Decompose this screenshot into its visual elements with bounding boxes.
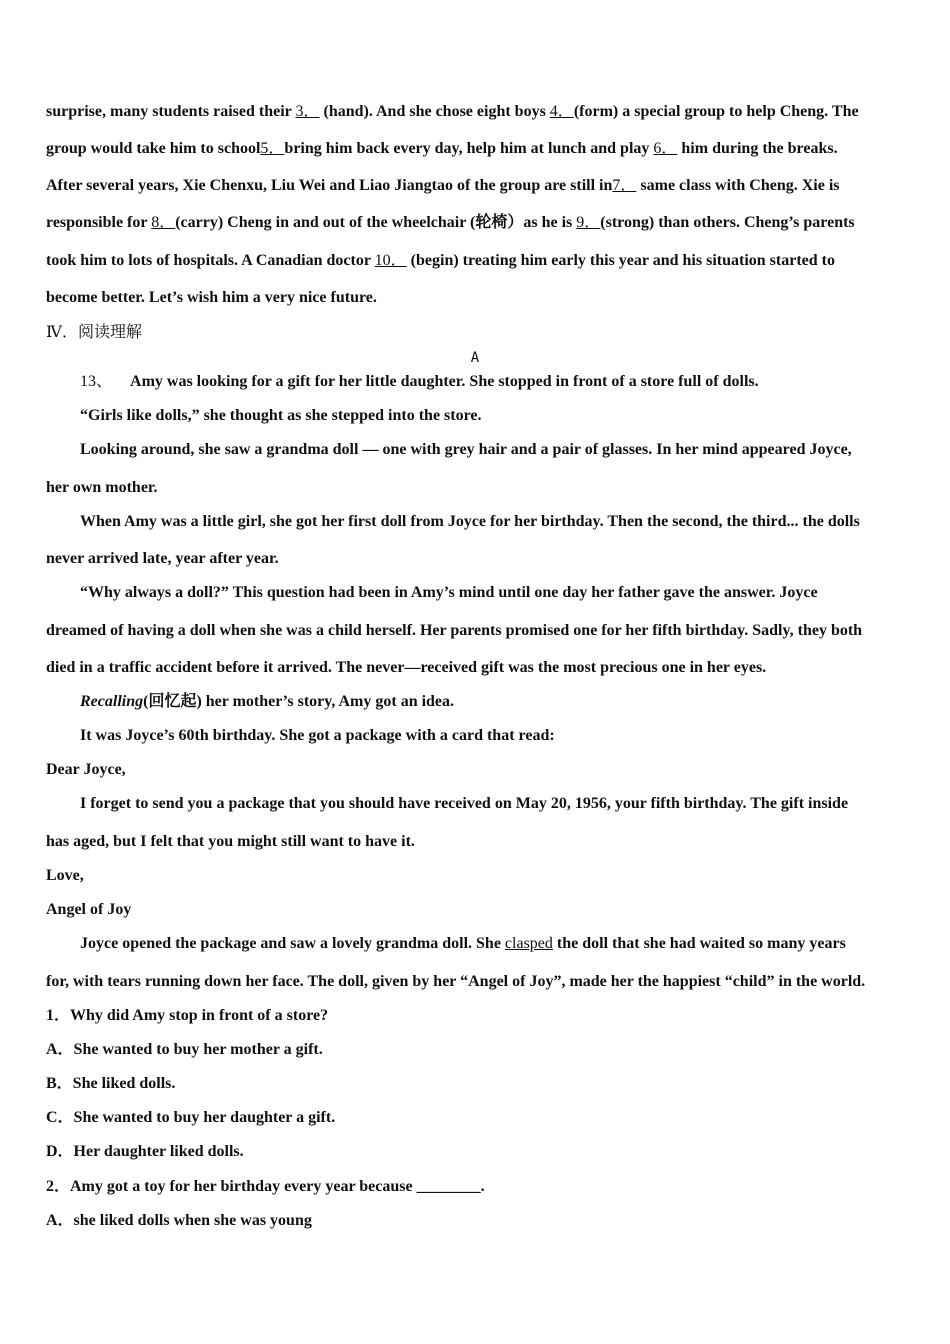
cloze-line-2 [46, 139, 838, 159]
passage-p3-line1: Looking around, she saw a grandma doll — one with grey hair and a pair of glasses. In her mind appeared Joyce, [80, 441, 852, 458]
cloze-text: him during the breaks. [677, 140, 838, 157]
cloze-text: (begin) treating him early this year and his situation started to [406, 252, 835, 269]
question-1: 1．Why did Amy stop in front of a store? [46, 1007, 329, 1024]
cloze-text: surprise, many students raised their [46, 103, 296, 120]
question-2: 2．Amy got a toy for her birthday every year because ________. [46, 1178, 485, 1195]
underlined-word: clasped [504, 935, 553, 952]
passage-p12-line2: for, with tears running down her face. The doll, given by her “Angel of Joy”, made her the happiest “child” in the world. [46, 973, 866, 990]
question-number: 13、 [80, 373, 113, 390]
cloze-text: bring him back every day, help him at lunch and play [284, 140, 654, 157]
passage-p4-line2: never arrived late, year after year. [46, 550, 279, 567]
blank-5: 5． [260, 140, 285, 157]
cloze-line-3 [46, 176, 840, 196]
letter-closing: Love, [46, 867, 84, 884]
cloze-line-6: become better. Let’s wish him a very nice future. [46, 289, 377, 306]
passage-p3-line2: her own mother. [46, 479, 158, 496]
blank-7: 7． [612, 177, 637, 194]
blank-9: 9． [576, 214, 601, 231]
passage-p5-line3: died in a traffic accident before it arrived. The never—received gift was the most precious one in her eyes. [46, 659, 767, 676]
blank-4: 4． [549, 103, 574, 120]
cloze-text: (strong) than others. Cheng’s parents [600, 214, 855, 231]
cloze-text: responsible for [46, 214, 152, 231]
passage-p12-line1 [80, 934, 846, 954]
blank-8: 8． [151, 214, 176, 231]
passage-text: Amy was looking for a gift for her little daughter. She stopped in front of a store full of dolls. [130, 373, 759, 390]
italic-word: Recalling [80, 693, 144, 710]
cloze-line-1 [46, 102, 859, 122]
q1-option-b: B．She liked dolls. [46, 1075, 176, 1092]
cloze-text: (hand). And she chose eight boys [319, 103, 550, 120]
passage-p5-line1: “Why always a doll?” This question had been in Amy’s mind until one day her father gave the answer. Joyce [80, 584, 818, 601]
cloze-text: group would take him to school [46, 140, 261, 157]
cloze-text: (form) a special group to help Cheng. The [573, 103, 859, 120]
passage-p7: It was Joyce’s 60th birthday. She got a package with a card that read: [80, 727, 555, 744]
passage-p2: “Girls like dolls,” she thought as she stepped into the store. [80, 407, 482, 424]
passage-text: the doll that she had waited so many years [552, 935, 846, 952]
passage-p5-line2: dreamed of having a doll when she was a child herself. Her parents promised one for her fifth birthday. Sadly, they both [46, 622, 863, 639]
section-heading: Ⅳ．阅读理解 [46, 324, 142, 341]
blank-6: 6． [653, 140, 678, 157]
cloze-line-5 [46, 251, 835, 271]
passage-label: A [470, 350, 480, 366]
letter-signature: Angel of Joy [46, 901, 132, 918]
passage-p4-line1: When Amy was a little girl, she got her first doll from Joyce for her birthday. Then the second, the third... the dolls [80, 513, 860, 530]
cloze-text: After several years, Xie Chenxu, Liu Wei and Liao Jiangtao of the group are still in [46, 177, 613, 194]
passage-p6 [80, 692, 454, 712]
blank-3: 3． [295, 103, 320, 120]
cloze-text: same class with Cheng. Xie is [636, 177, 840, 194]
q1-option-d: D．Her daughter liked dolls. [46, 1143, 244, 1160]
passage-text: Joyce opened the package and saw a lovely grandma doll. She [80, 935, 505, 952]
blank-10: 10． [374, 252, 407, 269]
q2-option-a: A．she liked dolls when she was young [46, 1212, 312, 1229]
cloze-text: took him to lots of hospitals. A Canadian doctor [46, 252, 375, 269]
cloze-text: (carry) Cheng in and out of the wheelchair (轮椅）as he is [175, 214, 577, 231]
letter-body-line2: has aged, but I felt that you might still want to have it. [46, 833, 415, 850]
q1-option-a: A．She wanted to buy her mother a gift. [46, 1041, 323, 1058]
letter-salutation: Dear Joyce, [46, 761, 126, 778]
passage-p1 [80, 372, 759, 392]
letter-body-line1: I forget to send you a package that you should have received on May 20, 1956, your fifth birthday. The gift inside [80, 795, 849, 812]
q1-option-c: C．She wanted to buy her daughter a gift. [46, 1109, 336, 1126]
cloze-line-4 [46, 213, 855, 233]
passage-text: (回忆起) her mother’s story, Amy got an idea. [143, 693, 455, 710]
